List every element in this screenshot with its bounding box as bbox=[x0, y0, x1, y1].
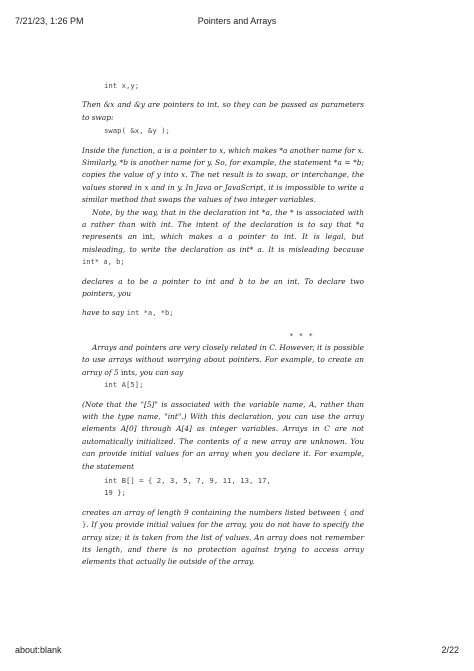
paragraph-declares: declares a to be a pointer to int and b to be an int. To declare two pointers, you bbox=[82, 276, 364, 299]
print-title: Pointers and Arrays bbox=[197, 16, 277, 26]
code-swap-call: swap( &x, &y ); bbox=[104, 126, 170, 136]
note-int-word: int bbox=[142, 232, 153, 242]
code-array-b-line2: 19 }; bbox=[104, 488, 126, 498]
print-url: about:blank bbox=[15, 645, 62, 655]
paragraph-array-note: (Note that the "[5]" is associated with the variable name, A, rather than with the type name, "int".) With this declaration, you can use the array elements A[0] through A[4] as integer variables. Arrays in C are not automatically initialized. The contents of a new array are unknown. You can provide initial values for an array when you declare it. For example, the statement bbox=[82, 399, 364, 471]
code-array-b-line1: int B[] = { 2, 3, 5, 7, 9, 11, 13, 17, bbox=[104, 475, 271, 485]
paragraph-arrays-intro bbox=[82, 342, 364, 379]
length-text-b: . If you provide initial values for the array, you do not have to specify the array size; it is taken from the list of values. An array does not remember its length, and there is no protection against trying to access array elements that actually lie outside of the array. bbox=[82, 520, 364, 567]
arrays-ints-word: ints bbox=[121, 367, 135, 377]
open-brace: { bbox=[342, 507, 348, 517]
note-code-inline: int* a, b; bbox=[82, 257, 125, 267]
length-text-a: creates an array of length 9 containing the numbers listed between bbox=[82, 507, 341, 517]
page-number: 2/22 bbox=[441, 645, 459, 655]
paragraph-have-to-say bbox=[82, 307, 364, 319]
and-word: and bbox=[350, 507, 364, 517]
have-to-say-code: int *a, *b; bbox=[126, 307, 174, 317]
arrays-text-b: , you can say bbox=[134, 367, 184, 377]
section-separator: * * * bbox=[289, 331, 315, 340]
page-content bbox=[82, 78, 364, 569]
print-footer bbox=[0, 645, 474, 657]
print-header bbox=[0, 16, 474, 28]
paragraph-pass-params: Then &x and &y are pointers to int, so they can be passed as parameters to swap: bbox=[82, 100, 364, 122]
paragraph-inside-function: Inside the function, a is a pointer to x, which makes *a another name for x. Similarly, *b is another name for y. So, for example, the statement *a = *b; copies the value of y into x. The net result is to swap, or interchange, the values stored in x and in y. In Java or JavaScript, it is impossible to write a similar method that swaps the values of two integer variables. bbox=[82, 145, 364, 205]
print-datetime: 7/21/23, 1:26 PM bbox=[15, 16, 84, 26]
note-text-a: Note, by the way, that in the declaration int *a, the * is associated with a rather than with int. The intent of the declaration is to say that *a represents an bbox=[82, 207, 364, 242]
code-declare-xy: int x,y; bbox=[104, 81, 140, 90]
note-text-b: , which makes a a pointer to int. It is legal, but misleading, to write the declaration as int* a. It is misleading because bbox=[82, 232, 364, 254]
paragraph-array-length bbox=[82, 507, 364, 569]
close-brace: } bbox=[82, 520, 87, 530]
have-to-say-text: have to say bbox=[82, 307, 125, 317]
paragraph-note-declaration bbox=[82, 207, 364, 269]
code-array-a: int A[5]; bbox=[104, 380, 144, 390]
arrays-text-a: Arrays and pointers are very closely related in C. However, it is possible to use arrays without worrying about pointers. For example, to create an array of 5 bbox=[82, 342, 364, 377]
